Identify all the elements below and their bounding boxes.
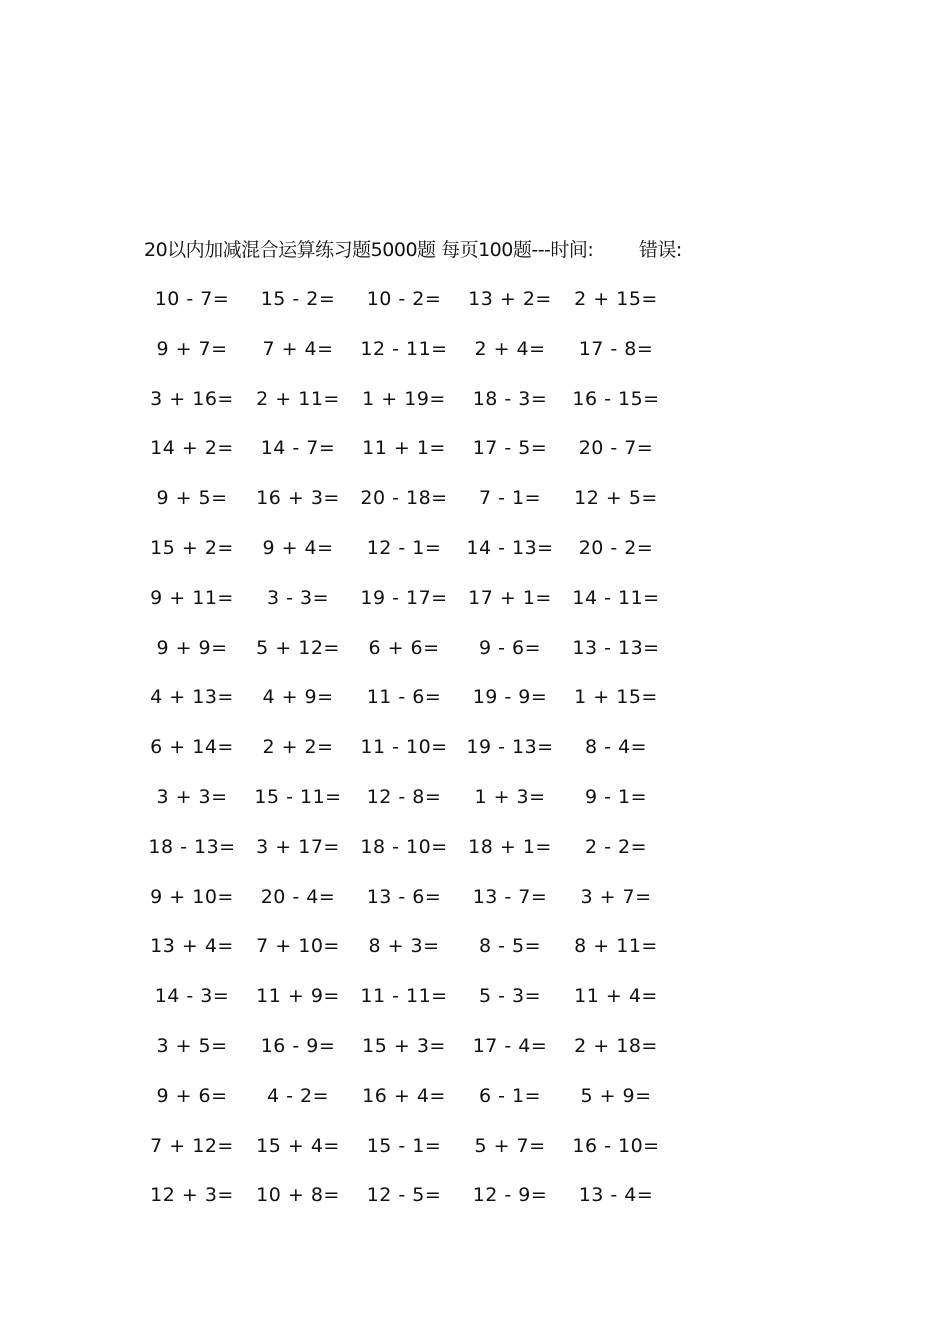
- math-problem: 2 + 11=: [256, 387, 340, 410]
- math-problem: 6 + 6=: [368, 636, 440, 659]
- math-problem: 12 + 5=: [574, 487, 658, 510]
- math-problem: 11 + 1=: [362, 437, 446, 460]
- math-problem: 11 + 4=: [574, 985, 658, 1008]
- math-problem: 9 - 6=: [478, 636, 542, 659]
- problem-row: [140, 982, 660, 1032]
- math-problem: 9 + 11=: [150, 586, 234, 609]
- problem-row: [140, 434, 660, 484]
- math-problem: 20 - 2=: [578, 536, 654, 559]
- math-problem: 12 - 8=: [366, 785, 442, 808]
- math-problem: 3 + 16=: [150, 387, 234, 410]
- math-problem: 15 - 2=: [260, 288, 336, 310]
- worksheet-title: 20以内加减混合运算练习题5000题 每页100题---时间:: [144, 239, 594, 261]
- worksheet-header: [144, 236, 682, 264]
- math-problem: 8 + 11=: [574, 935, 658, 958]
- math-problem: 6 - 1=: [478, 1084, 542, 1107]
- math-problem: 2 + 15=: [574, 288, 658, 310]
- math-problem: 2 - 2=: [584, 835, 648, 858]
- problem-row: [140, 932, 660, 982]
- math-problem: 13 - 4=: [578, 1184, 654, 1207]
- math-problem: 15 + 2=: [150, 536, 234, 559]
- math-problem: 13 + 4=: [150, 935, 234, 958]
- math-problem: 18 + 1=: [468, 835, 552, 858]
- math-problem: 17 - 4=: [472, 1034, 548, 1057]
- problem-grid: [140, 285, 660, 1231]
- math-problem: 16 - 9=: [260, 1034, 336, 1057]
- math-problem: 1 + 3=: [474, 785, 546, 808]
- math-problem: 9 + 7=: [156, 337, 228, 360]
- problem-row: [140, 833, 660, 883]
- math-problem: 19 - 13=: [466, 736, 554, 759]
- math-problem: 4 + 9=: [262, 686, 334, 709]
- problem-row: [140, 783, 660, 833]
- math-problem: 18 - 10=: [360, 835, 448, 858]
- problem-row: [140, 1181, 660, 1231]
- math-problem: 8 - 5=: [478, 935, 542, 958]
- math-problem: 15 - 1=: [366, 1134, 442, 1157]
- math-problem: 5 + 12=: [256, 636, 340, 659]
- math-problem: 2 + 18=: [574, 1034, 658, 1057]
- math-problem: 16 - 10=: [572, 1134, 660, 1157]
- math-problem: 3 + 5=: [156, 1034, 228, 1057]
- math-problem: 7 + 4=: [262, 337, 334, 360]
- math-problem: 7 - 1=: [478, 487, 542, 510]
- math-problem: 14 - 11=: [572, 586, 660, 609]
- math-problem: 6 + 14=: [150, 736, 234, 759]
- math-problem: 7 + 10=: [256, 935, 340, 958]
- math-problem: 11 - 6=: [366, 686, 442, 709]
- math-problem: 13 - 7=: [472, 885, 548, 908]
- math-problem: 2 + 4=: [474, 337, 546, 360]
- math-problem: 10 - 7=: [154, 288, 230, 310]
- problem-row: [140, 285, 660, 335]
- math-problem: 12 - 1=: [366, 536, 442, 559]
- math-problem: 15 - 11=: [254, 785, 342, 808]
- math-problem: 13 + 2=: [468, 288, 552, 310]
- math-problem: 16 + 4=: [362, 1084, 446, 1107]
- math-problem: 12 - 5=: [366, 1184, 442, 1207]
- problem-row: [140, 1082, 660, 1132]
- math-problem: 10 - 2=: [366, 288, 442, 310]
- problem-row: [140, 484, 660, 534]
- math-problem: 5 + 7=: [474, 1134, 546, 1157]
- problem-row: [140, 733, 660, 783]
- math-problem: 11 - 11=: [360, 985, 448, 1008]
- math-problem: 4 + 13=: [150, 686, 234, 709]
- math-problem: 12 + 3=: [150, 1184, 234, 1207]
- math-problem: 7 + 12=: [150, 1134, 234, 1157]
- math-problem: 9 + 9=: [156, 636, 228, 659]
- problem-row: [140, 335, 660, 385]
- problem-row: [140, 634, 660, 684]
- problem-row: [140, 683, 660, 733]
- math-problem: 18 - 13=: [148, 835, 236, 858]
- problem-row: [140, 883, 660, 933]
- math-problem: 13 - 13=: [572, 636, 660, 659]
- math-problem: 13 - 6=: [366, 885, 442, 908]
- math-problem: 14 - 13=: [466, 536, 554, 559]
- math-problem: 3 + 17=: [256, 835, 340, 858]
- math-problem: 9 + 6=: [156, 1084, 228, 1107]
- math-problem: 17 + 1=: [468, 586, 552, 609]
- math-problem: 5 - 3=: [478, 985, 542, 1008]
- math-problem: 12 - 9=: [472, 1184, 548, 1207]
- math-problem: 17 - 5=: [472, 437, 548, 460]
- errors-label: 错误:: [638, 239, 682, 261]
- math-problem: 9 + 5=: [156, 487, 228, 510]
- math-problem: 19 - 9=: [472, 686, 548, 709]
- math-problem: 5 + 9=: [580, 1084, 652, 1107]
- problem-row: [140, 1132, 660, 1182]
- math-problem: 12 - 11=: [360, 337, 448, 360]
- problem-row: [140, 534, 660, 584]
- math-problem: 1 + 15=: [574, 686, 658, 709]
- problem-row: [140, 584, 660, 634]
- math-problem: 16 + 3=: [256, 487, 340, 510]
- math-problem: 3 + 7=: [580, 885, 652, 908]
- math-problem: 14 - 3=: [154, 985, 230, 1008]
- math-problem: 2 + 2=: [262, 736, 334, 759]
- math-problem: 20 - 7=: [578, 437, 654, 460]
- math-problem: 10 + 8=: [256, 1184, 340, 1207]
- math-problem: 20 - 4=: [260, 885, 336, 908]
- math-problem: 14 - 7=: [260, 437, 336, 460]
- math-problem: 8 + 3=: [368, 935, 440, 958]
- math-problem: 19 - 17=: [360, 586, 448, 609]
- math-problem: 8 - 4=: [584, 736, 648, 759]
- math-problem: 11 - 10=: [360, 736, 448, 759]
- math-problem: 11 + 9=: [256, 985, 340, 1008]
- math-problem: 16 - 15=: [572, 387, 660, 410]
- math-problem: 14 + 2=: [150, 437, 234, 460]
- math-problem: 20 - 18=: [360, 487, 448, 510]
- problem-row: [140, 1032, 660, 1082]
- math-problem: 17 - 8=: [578, 337, 654, 360]
- math-problem: 1 + 19=: [362, 387, 446, 410]
- math-problem: 18 - 3=: [472, 387, 548, 410]
- math-problem: 4 - 2=: [266, 1084, 330, 1107]
- math-problem: 9 + 4=: [262, 536, 334, 559]
- math-problem: 3 + 3=: [156, 785, 228, 808]
- math-problem: 15 + 3=: [362, 1034, 446, 1057]
- math-problem: 9 + 10=: [150, 885, 234, 908]
- problem-row: [140, 385, 660, 435]
- math-problem: 9 - 1=: [584, 785, 648, 808]
- math-problem: 3 - 3=: [266, 586, 330, 609]
- math-problem: 15 + 4=: [256, 1134, 340, 1157]
